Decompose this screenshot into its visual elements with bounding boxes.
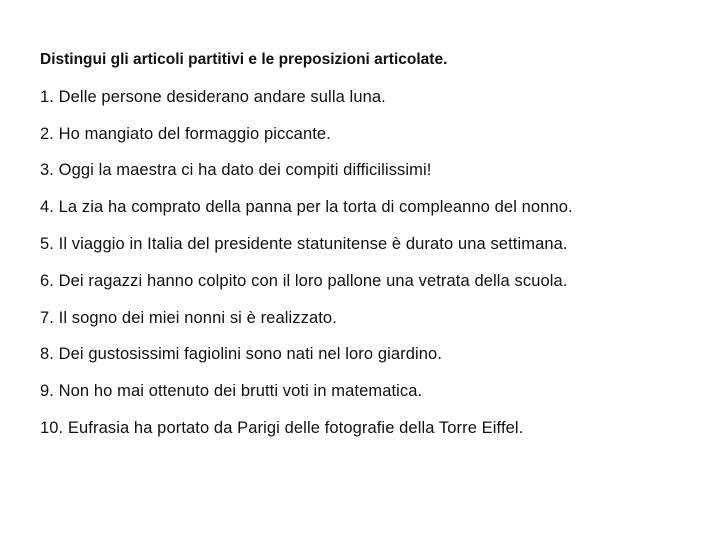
sentence-2: 2. Ho mangiato del formaggio piccante. xyxy=(40,124,331,143)
sentence-1: 1. Delle persone desiderano andare sulla luna. xyxy=(40,87,386,106)
sentence-4: 4. La zia ha comprato della panna per la torta di compleanno del nonno. xyxy=(40,198,573,217)
sentence-list xyxy=(40,87,700,438)
sentence-5: 5. Il viaggio in Italia del presidente statunitense è durato una settimana. xyxy=(40,234,568,253)
exercise-title: Distingui gli articoli partitivi e le preposizioni articolate. xyxy=(40,51,448,68)
sentence-9: 9. Non ho mai ottenuto dei brutti voti in matematica. xyxy=(40,382,423,401)
sentence-7: 7. Il sogno dei miei nonni si è realizzato. xyxy=(40,308,337,327)
sentence-8: 8. Dei gustosissimi fagiolini sono nati nel loro giardino. xyxy=(40,345,443,364)
sentence-6: 6. Dei ragazzi hanno colpito con il loro pallone una vetrata della scuola. xyxy=(40,271,568,290)
exercise-content xyxy=(40,50,700,438)
sentence-10: 10. Eufrasia ha portato da Parigi delle fotografie della Torre Eiffel. xyxy=(40,418,524,437)
sentence-3: 3. Oggi la maestra ci ha dato dei compiti difficilissimi! xyxy=(40,161,432,180)
